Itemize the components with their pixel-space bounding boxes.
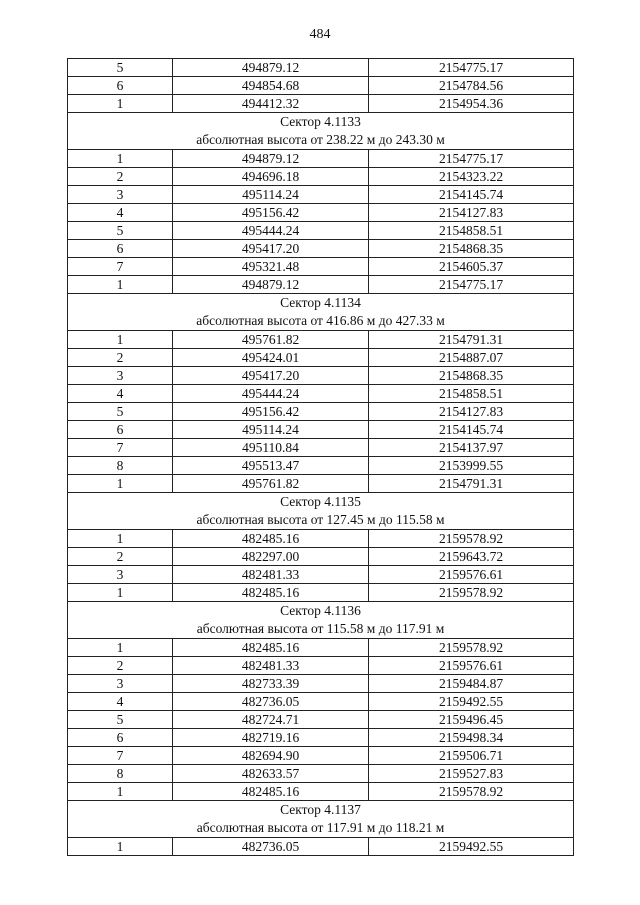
point-number: 2 [68,657,173,675]
coordinate-y: 2154127.83 [369,204,574,222]
table-row [68,530,574,548]
sector-header-row [68,801,574,838]
point-number: 7 [68,439,173,457]
table-row [68,584,574,602]
coordinate-y: 2154137.97 [369,439,574,457]
point-number: 5 [68,711,173,729]
coordinate-y: 2159484.87 [369,675,574,693]
coordinate-y: 2159578.92 [369,530,574,548]
coordinate-x: 495114.24 [173,421,369,439]
sector-header-cell [68,801,574,838]
coordinate-x: 482736.05 [173,838,369,856]
point-number: 8 [68,457,173,475]
point-number: 1 [68,331,173,349]
coordinate-y: 2154775.17 [369,276,574,294]
sector-header-cell [68,113,574,150]
point-number: 7 [68,258,173,276]
coordinate-y: 2154954.36 [369,95,574,113]
coordinate-y: 2154858.51 [369,385,574,403]
point-number: 5 [68,222,173,240]
coordinate-x: 494879.12 [173,150,369,168]
point-number: 6 [68,421,173,439]
sector-header-cell [68,493,574,530]
point-number: 5 [68,403,173,421]
table-row [68,258,574,276]
coordinate-y: 2159527.83 [369,765,574,783]
coordinate-x: 482633.57 [173,765,369,783]
coordinate-y: 2154791.31 [369,475,574,493]
coordinate-y: 2159576.61 [369,566,574,584]
table-row [68,711,574,729]
sector-altitude: абсолютная высота от 117.91 м до 118.21 м [196,820,445,835]
table-row [68,639,574,657]
table-row [68,77,574,95]
table-row [68,276,574,294]
coordinate-y: 2154858.51 [369,222,574,240]
table-row [68,657,574,675]
coordinate-x: 482724.71 [173,711,369,729]
sector-altitude: абсолютная высота от 127.45 м до 115.58 м [196,512,445,527]
coordinate-y: 2154605.37 [369,258,574,276]
coordinate-x: 495761.82 [173,331,369,349]
page-number: 484 [309,27,331,42]
coordinate-x: 482481.33 [173,657,369,675]
point-number: 6 [68,77,173,95]
coordinate-x: 495761.82 [173,475,369,493]
coordinate-y: 2154868.35 [369,240,574,258]
sector-altitude: абсолютная высота от 115.58 м до 117.91 м [196,621,445,636]
point-number: 1 [68,95,173,113]
table-row [68,675,574,693]
table-row [68,421,574,439]
sector-title: Сектор 4.1135 [280,494,361,509]
sector-header-row [68,294,574,331]
coordinate-y: 2154791.31 [369,331,574,349]
coordinate-x: 495321.48 [173,258,369,276]
coordinate-y: 2154775.17 [369,59,574,77]
table-row [68,385,574,403]
sector-header-row [68,493,574,530]
table-row [68,439,574,457]
point-number: 6 [68,729,173,747]
coordinate-x: 494879.12 [173,59,369,77]
coordinate-y: 2159492.55 [369,838,574,856]
table-row [68,693,574,711]
coordinate-x: 482736.05 [173,693,369,711]
point-number: 1 [68,150,173,168]
coordinate-x: 495444.24 [173,222,369,240]
table-row [68,168,574,186]
coordinate-y: 2159498.34 [369,729,574,747]
coordinate-y: 2159492.55 [369,693,574,711]
coordinate-x: 494696.18 [173,168,369,186]
table-row [68,783,574,801]
coordinate-y: 2154323.22 [369,168,574,186]
table-row [68,367,574,385]
point-number: 8 [68,765,173,783]
point-number: 4 [68,693,173,711]
sector-title: Сектор 4.1133 [280,114,361,129]
coordinate-y: 2154775.17 [369,150,574,168]
table-row [68,240,574,258]
table-row [68,475,574,493]
sector-title: Сектор 4.1137 [280,802,361,817]
coordinate-y: 2159496.45 [369,711,574,729]
point-number: 2 [68,168,173,186]
table-row [68,457,574,475]
coordinate-y: 2154145.74 [369,186,574,204]
coordinate-y: 2154127.83 [369,403,574,421]
point-number: 1 [68,276,173,294]
coordinate-x: 495424.01 [173,349,369,367]
point-number: 7 [68,747,173,765]
coordinate-y: 2154868.35 [369,367,574,385]
coordinate-y: 2153999.55 [369,457,574,475]
point-number: 6 [68,240,173,258]
table-row [68,548,574,566]
coordinate-x: 495417.20 [173,240,369,258]
point-number: 5 [68,59,173,77]
table-row [68,349,574,367]
table-row [68,331,574,349]
coordinate-y: 2154784.56 [369,77,574,95]
point-number: 4 [68,385,173,403]
coordinate-x: 482297.00 [173,548,369,566]
coordinate-y: 2159506.71 [369,747,574,765]
point-number: 1 [68,639,173,657]
coordinate-x: 482733.39 [173,675,369,693]
coordinate-y: 2159578.92 [369,639,574,657]
coordinate-x: 495156.42 [173,204,369,222]
sector-altitude: абсолютная высота от 238.22 м до 243.30 м [196,132,445,147]
coordinate-x: 482485.16 [173,639,369,657]
coordinate-x: 494412.32 [173,95,369,113]
coordinate-y: 2159578.92 [369,584,574,602]
sector-altitude: абсолютная высота от 416.86 м до 427.33 м [196,313,445,328]
sector-title: Сектор 4.1134 [280,295,361,310]
coordinate-x: 482694.90 [173,747,369,765]
point-number: 1 [68,475,173,493]
table-row [68,765,574,783]
point-number: 2 [68,548,173,566]
point-number: 3 [68,675,173,693]
table-row [68,729,574,747]
point-number: 1 [68,530,173,548]
coordinate-y: 2154145.74 [369,421,574,439]
table-row [68,747,574,765]
coordinate-y: 2159643.72 [369,548,574,566]
table-row [68,204,574,222]
sector-header-cell [68,602,574,639]
coordinate-x: 495444.24 [173,385,369,403]
point-number: 3 [68,186,173,204]
table-row [68,403,574,421]
table-row [68,566,574,584]
table-row [68,59,574,77]
coordinate-x: 495156.42 [173,403,369,421]
coordinate-x: 494854.68 [173,77,369,95]
coordinate-y: 2159576.61 [369,657,574,675]
point-number: 1 [68,584,173,602]
coordinate-x: 494879.12 [173,276,369,294]
table-row [68,186,574,204]
coordinate-x: 495513.47 [173,457,369,475]
table-row [68,150,574,168]
coordinates-table [67,58,574,856]
point-number: 2 [68,349,173,367]
table-row [68,838,574,856]
table-row [68,95,574,113]
coordinate-y: 2154887.07 [369,349,574,367]
coordinate-x: 482485.16 [173,783,369,801]
sector-header-row [68,602,574,639]
sector-title: Сектор 4.1136 [280,603,361,618]
coordinate-x: 495114.24 [173,186,369,204]
table-row [68,222,574,240]
sector-header-row [68,113,574,150]
coordinate-x: 495417.20 [173,367,369,385]
point-number: 3 [68,566,173,584]
point-number: 1 [68,783,173,801]
coordinate-x: 482481.33 [173,566,369,584]
coordinate-y: 2159578.92 [369,783,574,801]
point-number: 4 [68,204,173,222]
coordinate-x: 482485.16 [173,530,369,548]
sector-header-cell [68,294,574,331]
point-number: 3 [68,367,173,385]
coordinate-x: 482485.16 [173,584,369,602]
coordinates-table-body [68,59,574,856]
coordinate-x: 495110.84 [173,439,369,457]
coordinate-x: 482719.16 [173,729,369,747]
point-number: 1 [68,838,173,856]
